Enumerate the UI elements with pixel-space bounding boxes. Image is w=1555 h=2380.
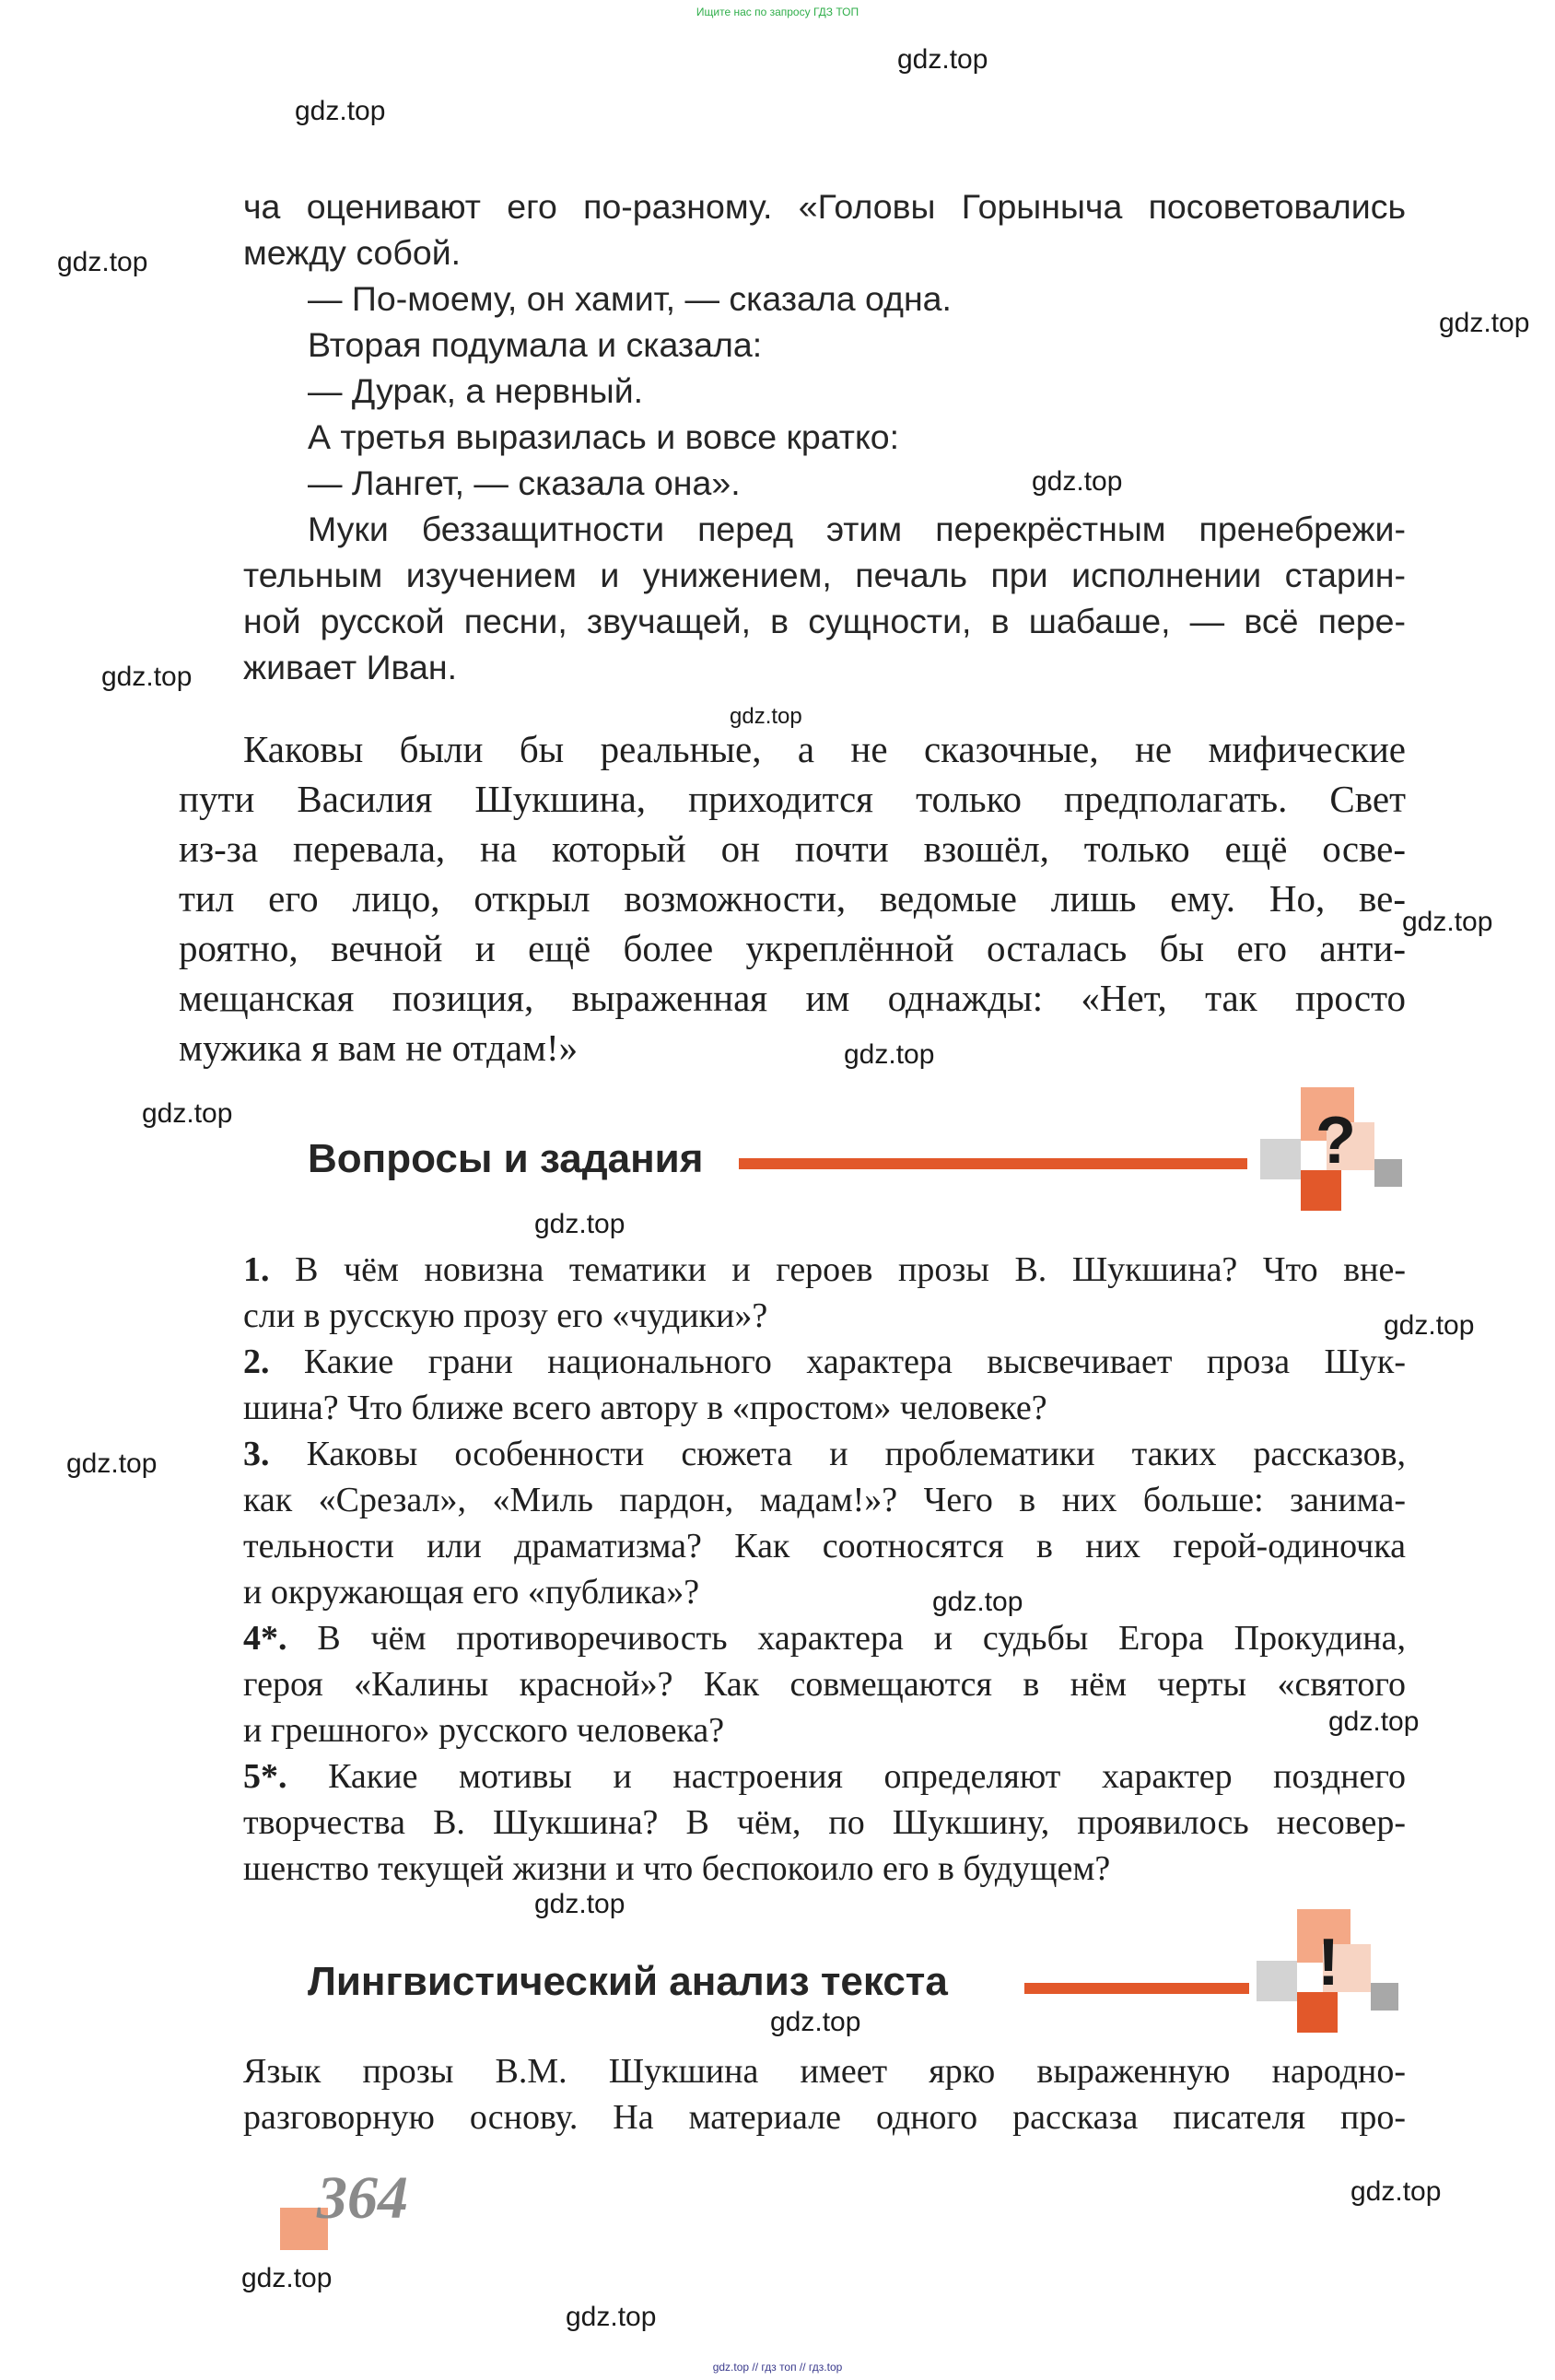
quote-line: — Лангет, — сказала она».: [308, 463, 741, 502]
watermark: gdz.top: [566, 2302, 657, 2332]
body-line: пути Василия Шукшина, приходится только предполагать. Свет: [179, 778, 1406, 820]
quote-line: — По-моему, он хамит, — сказала одна.: [308, 279, 952, 318]
watermark: gdz.top: [770, 2007, 861, 2037]
watermark: gdz.top: [1032, 466, 1123, 497]
watermark: gdz.top: [1328, 1706, 1420, 1737]
page-number: 364: [317, 2164, 408, 2232]
body-line: Язык прозы В.М. Шукшина имеет ярко выраженную народно-: [243, 2052, 1406, 2091]
watermark: gdz.top: [295, 96, 386, 126]
task-item-line: и окружающая его «публика»?: [243, 1573, 700, 1612]
section-rule: [739, 1158, 1247, 1169]
task-item-line: шенство текущей жизни и что беспокоило его в будущем?: [243, 1849, 1111, 1888]
task-item-line: героя «Калины красной»? Как совмещаются в нём черты «святого: [243, 1665, 1406, 1704]
quote-line: живает Иван.: [243, 648, 458, 686]
watermark: gdz.top: [897, 44, 988, 75]
linguistic-heading: Лингвистический анализ текста: [308, 1959, 948, 2004]
task-item-line: и грешного» русского человека?: [243, 1711, 725, 1750]
task-item-line: тельности или драматизма? Как соотносятся в них герой-одиночка: [243, 1527, 1406, 1565]
watermark: gdz.top: [1402, 907, 1493, 937]
watermark: gdz.top: [1439, 308, 1530, 338]
quote-line: Вторая подумала и сказала:: [308, 325, 763, 364]
watermark: gdz.top: [66, 1448, 158, 1479]
task-item: 3. Каковы особенности сюжета и проблематики таких рассказов,: [243, 1435, 1407, 1473]
task-item-line: сли в русскую прозу его «чудики»?: [243, 1296, 768, 1335]
watermark: gdz.top: [57, 247, 148, 277]
body-line: мещанская позиция, выраженная им однажды: «Нет, так просто: [179, 977, 1406, 1019]
watermark: gdz.top: [844, 1039, 935, 1070]
questions-heading: Вопросы и задания: [308, 1136, 704, 1181]
task-item-line: творчества В. Шукшина? В чём, по Шукшину, проявилось несовер-: [243, 1803, 1406, 1842]
quote-line: А третья выразилась и вовсе кратко:: [308, 417, 900, 456]
task-item: 5*. Какие мотивы и настроения определяют характер позднего: [243, 1757, 1407, 1796]
top-search-hint[interactable]: Ищите нас по запросу ГДЗ ТОП: [696, 6, 859, 18]
quote-line: ной русской песни, звучащей, в сущности, в шабаше, — всё пере-: [243, 602, 1406, 640]
watermark: gdz.top: [241, 2263, 333, 2293]
section-rule: [1024, 1983, 1249, 1994]
quote-line: — Дурак, а нервный.: [308, 371, 644, 410]
body-line: тил его лицо, открыл возможности, ведомые лишь ему. Но, ве-: [179, 877, 1406, 920]
body-line: разговорную основу. На материале одного рассказа писателя про-: [243, 2098, 1406, 2137]
watermark: gdz.top: [730, 704, 802, 729]
task-item-line: как «Срезал», «Миль пардон, мадам!»? Чего в них больше: занима-: [243, 1481, 1406, 1519]
body-line: роятно, вечной и ещё более укреплённой осталась бы его анти-: [179, 927, 1406, 969]
watermark: gdz.top: [142, 1098, 233, 1129]
quote-line: ча оценивают его по-разному. «Головы Горыныча посоветовались: [243, 187, 1406, 226]
exclamation-mark-icon: !: [1257, 1909, 1404, 2047]
watermark: gdz.top: [101, 662, 193, 692]
question-mark-icon: ?: [1260, 1085, 1408, 1224]
watermark: gdz.top: [932, 1587, 1023, 1617]
task-item: 2. Какие грани национального характера высвечивает проза Шук-: [243, 1342, 1406, 1381]
bottom-links[interactable]: gdz.top // гдз топ // гдз.top: [712, 2361, 843, 2374]
task-item: 1. В чём новизна тематики и героев прозы В. Шукшина? Что вне-: [243, 1250, 1406, 1289]
watermark: gdz.top: [1384, 1310, 1475, 1341]
watermark: gdz.top: [1350, 2176, 1442, 2207]
task-item-line: шина? Что ближе всего автору в «простом» человеке?: [243, 1389, 1047, 1427]
quote-line: Муки беззащитности перед этим перекрёстным пренебрежи-: [308, 510, 1406, 548]
body-line: мужика я вам не отдам!»: [179, 1026, 579, 1069]
quote-line: тельным изучением и унижением, печаль при исполнении старин-: [243, 556, 1406, 594]
task-item: 4*. В чём противоречивость характера и судьбы Егора Прокудина,: [243, 1619, 1407, 1658]
body-line: Каковы были бы реальные, а не сказочные, не мифические: [243, 728, 1406, 770]
watermark: gdz.top: [534, 1889, 626, 1919]
watermark: gdz.top: [534, 1209, 626, 1239]
body-line: из-за перевала, на который он почти взошёл, только ещё осве-: [179, 827, 1406, 870]
quote-line: между собой.: [243, 233, 462, 272]
